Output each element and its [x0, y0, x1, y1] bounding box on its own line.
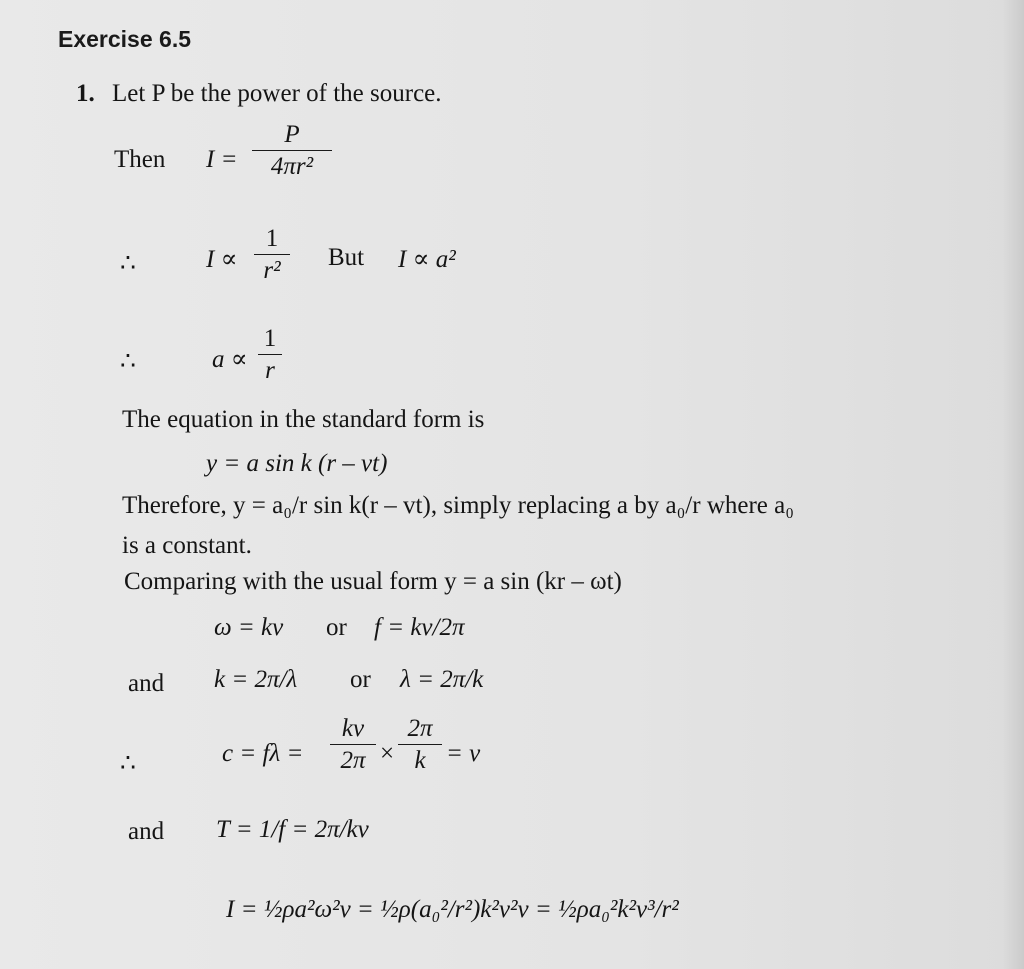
fraction-bar	[254, 254, 290, 255]
therefore-symbol: ∴	[120, 250, 136, 277]
question-number: 1.	[76, 80, 95, 107]
intensity-final-equation: I = ½ρa²ω²v = ½ρ(a₀²/r²)k²v²v = ½ρa₀²k²v³/r²	[226, 896, 679, 923]
therefore-symbol: ∴	[120, 348, 136, 375]
fraction-1-over-r	[258, 326, 282, 383]
equals-v: = v	[446, 740, 481, 767]
numerator-kv: kv	[341, 715, 365, 742]
but-label: But	[328, 244, 365, 271]
exercise-heading: Exercise 6.5	[58, 26, 192, 52]
c-equation-prefix: c = fλ =	[222, 740, 304, 767]
I-proportional: I ∝	[206, 246, 238, 273]
times-symbol: ×	[380, 740, 395, 767]
and-label: and	[128, 670, 165, 697]
k-equation: k = 2π/λ	[214, 666, 298, 693]
or-label: or	[326, 614, 347, 641]
numerator-2pi: 2π	[407, 715, 433, 742]
fraction-bar	[258, 354, 282, 355]
and-label: and	[128, 818, 165, 845]
standard-form-text: The equation in the standard form is	[122, 406, 485, 433]
lambda-equation: λ = 2π/k	[400, 666, 484, 693]
fraction-kv-over-2pi	[330, 716, 376, 773]
fraction-1-over-r2	[254, 226, 290, 283]
numerator-1: 1	[265, 225, 279, 252]
fraction-bar	[252, 150, 332, 151]
comparing-text: Comparing with the usual form y = a sin (kr – ωt)	[124, 568, 622, 595]
replace-text: Therefore, y = a₀/r sin k(r – vt), simply replacing a by a₀/r where a₀	[122, 492, 794, 519]
standard-equation: y = a sin k (r – vt)	[206, 450, 388, 477]
fraction-2pi-over-k	[398, 716, 442, 773]
numerator-P: P	[284, 121, 300, 148]
intro-text: Let P be the power of the source.	[112, 80, 442, 107]
then-label: Then	[114, 146, 166, 173]
or-label: or	[350, 666, 371, 693]
a-proportional: a ∝	[212, 346, 248, 373]
denominator-2pi: 2π	[340, 747, 366, 774]
fraction-bar	[398, 744, 442, 745]
denominator-k: k	[414, 747, 426, 774]
denominator-r: r	[265, 357, 275, 384]
I-proportional-a2: I ∝ a²	[398, 246, 456, 273]
constant-text: is a constant.	[122, 532, 252, 559]
I-equals: I =	[206, 146, 238, 173]
numerator-1: 1	[263, 325, 277, 352]
fraction-P-over-4pir2	[252, 122, 332, 179]
fraction-bar	[330, 744, 376, 745]
therefore-symbol: ∴	[120, 750, 136, 777]
page-shadow-edge	[1002, 0, 1024, 969]
denominator-r2: r²	[263, 257, 281, 284]
denominator-4pir2: 4πr²	[270, 153, 314, 180]
period-equation: T = 1/f = 2π/kv	[216, 816, 369, 843]
omega-equation: ω = kv	[214, 614, 284, 641]
frequency-equation: f = kv/2π	[374, 614, 465, 641]
